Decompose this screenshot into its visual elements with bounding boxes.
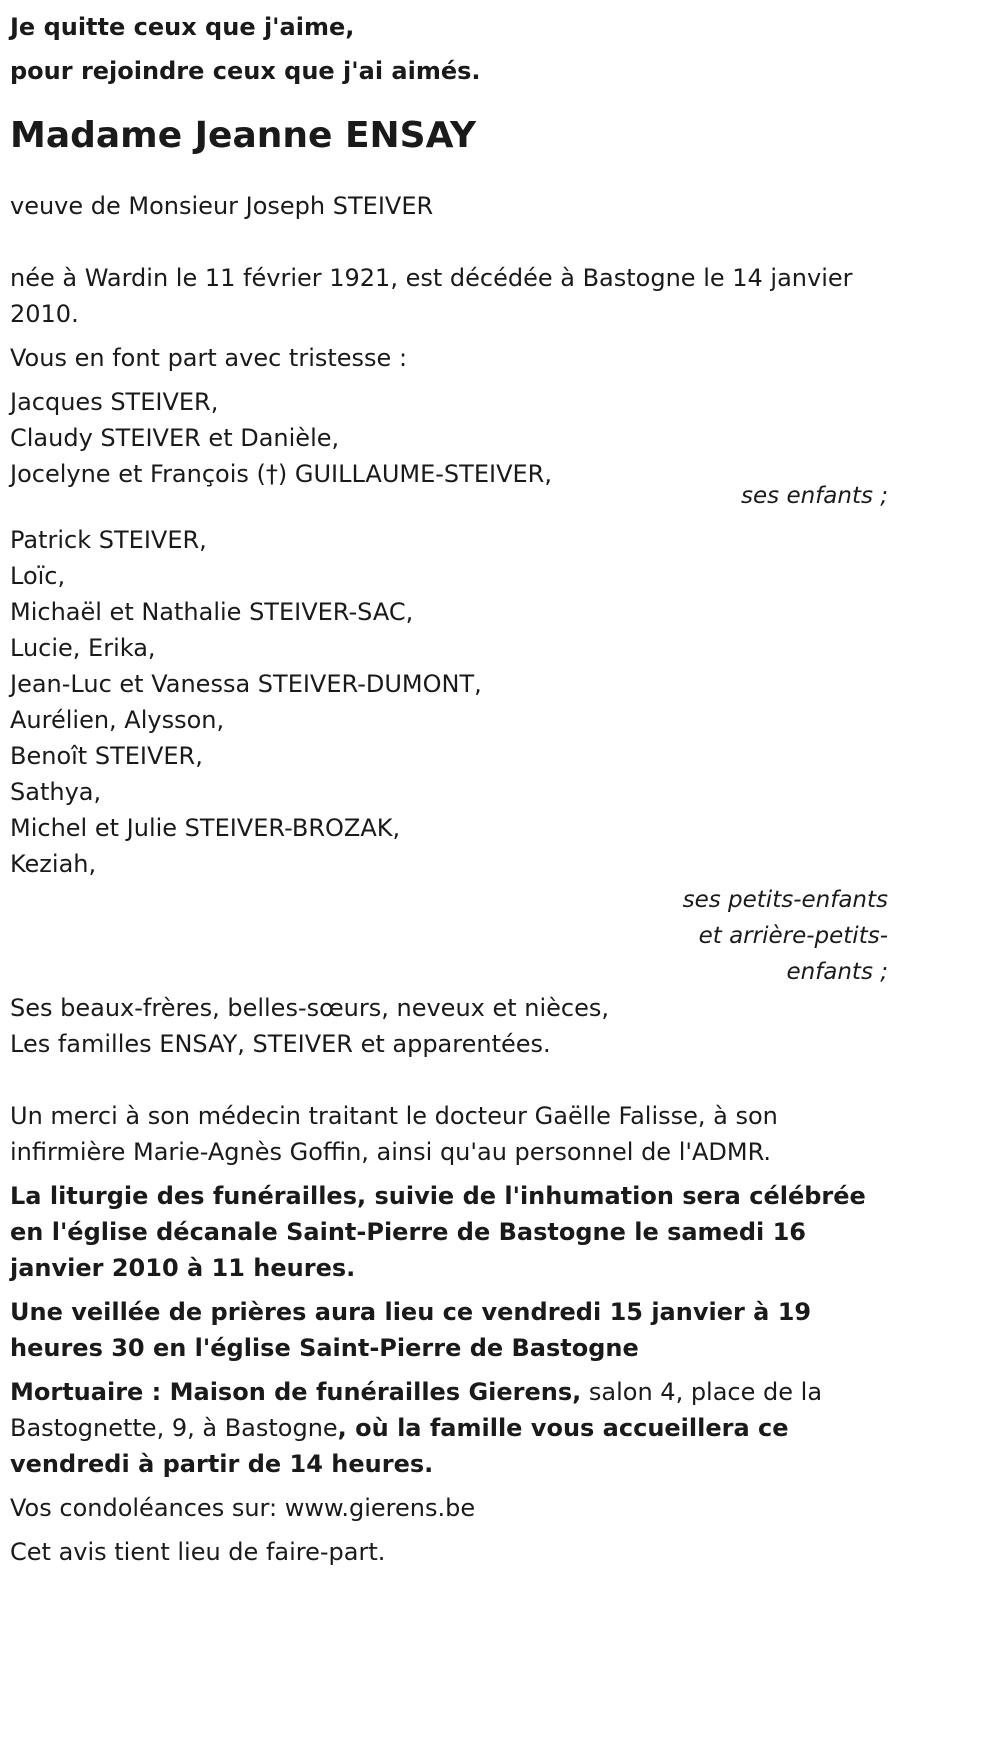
child-name: Jacques STEIVER,: [10, 388, 219, 416]
mortuary-bold-start: Mortuaire : Maison de funérailles Gierens,: [10, 1378, 582, 1406]
motto-line-2: pour rejoindre ceux que j'ai aimés.: [10, 57, 481, 85]
grandchild-name: Patrick STEIVER,: [10, 526, 207, 554]
grandchild-name: Aurélien, Alysson,: [10, 706, 225, 734]
birth-death: née à Wardin le 11 février 1921, est décédée à Bastogne le 14 janvier 2010.: [10, 264, 853, 328]
children-label: ses enfants ;: [741, 483, 888, 509]
children-list: [10, 384, 888, 492]
condolences: Vos condoléances sur: www.gierens.be: [10, 1494, 476, 1522]
mortuary-bold-end: , où la famille vous accueillera ce vendredi à partir de 14 heures.: [10, 1414, 789, 1478]
grandchildren-list: [10, 522, 888, 882]
child-name: Jocelyne et François (†) GUILLAUME-STEIVER,: [10, 460, 552, 488]
grandchild-name: Michaël et Nathalie STEIVER-SAC,: [10, 598, 414, 626]
grandchild-name: Michel et Julie STEIVER-BROZAK,: [10, 814, 401, 842]
family-line-2: Les familles ENSAY, STEIVER et apparentées.: [10, 1030, 551, 1058]
announcers-intro: Vous en font part avec tristesse :: [10, 344, 408, 372]
grandchildren-label-line: ses petits-enfants: [682, 887, 888, 913]
grandchildren-label-line: et arrière-petits-: [698, 923, 888, 949]
obituary-notice: [10, 0, 888, 1570]
grandchild-name: Loïc,: [10, 562, 66, 590]
grandchild-name: Benoît STEIVER,: [10, 742, 203, 770]
notice: Cet avis tient lieu de faire-part.: [10, 1538, 386, 1566]
motto-line-1: Je quitte ceux que j'aime,: [10, 13, 355, 41]
thanks: Un merci à son médecin traitant le docteur Gaëlle Falisse, à son infirmière Marie-Agnès Goffin, ainsi qu'au personnel de l'ADMR.: [10, 1102, 778, 1166]
extended-family: [10, 990, 888, 1062]
grandchildren-label: [10, 882, 888, 990]
child-name: Claudy STEIVER et Danièle,: [10, 424, 340, 452]
widow-of: veuve de Monsieur Joseph STEIVER: [10, 192, 434, 220]
grandchildren-label-line: enfants ;: [786, 959, 888, 985]
funeral-info: La liturgie des funérailles, suivie de l'inhumation sera célébrée en l'église décanale Saint-Pierre de Bastogne le samedi 16 janvier 2010 à 11 heures.: [10, 1182, 866, 1282]
grandchild-name: Keziah,: [10, 850, 97, 878]
mortuary-info: [10, 1374, 888, 1482]
grandchild-name: Lucie, Erika,: [10, 634, 156, 662]
vigil-info: Une veillée de prières aura lieu ce vendredi 15 janvier à 19 heures 30 en l'église Saint-Pierre de Bastogne: [10, 1298, 812, 1362]
motto: [10, 0, 888, 96]
deceased-name: Madame Jeanne ENSAY: [10, 115, 477, 156]
mortuary-address: salon 4, place de la Bastognette, 9, à Bastogne: [10, 1378, 823, 1442]
grandchild-name: Jean-Luc et Vanessa STEIVER-DUMONT,: [10, 670, 482, 698]
family-line-1: Ses beaux-frères, belles-sœurs, neveux et nièces,: [10, 994, 610, 1022]
grandchild-name: Sathya,: [10, 778, 102, 806]
